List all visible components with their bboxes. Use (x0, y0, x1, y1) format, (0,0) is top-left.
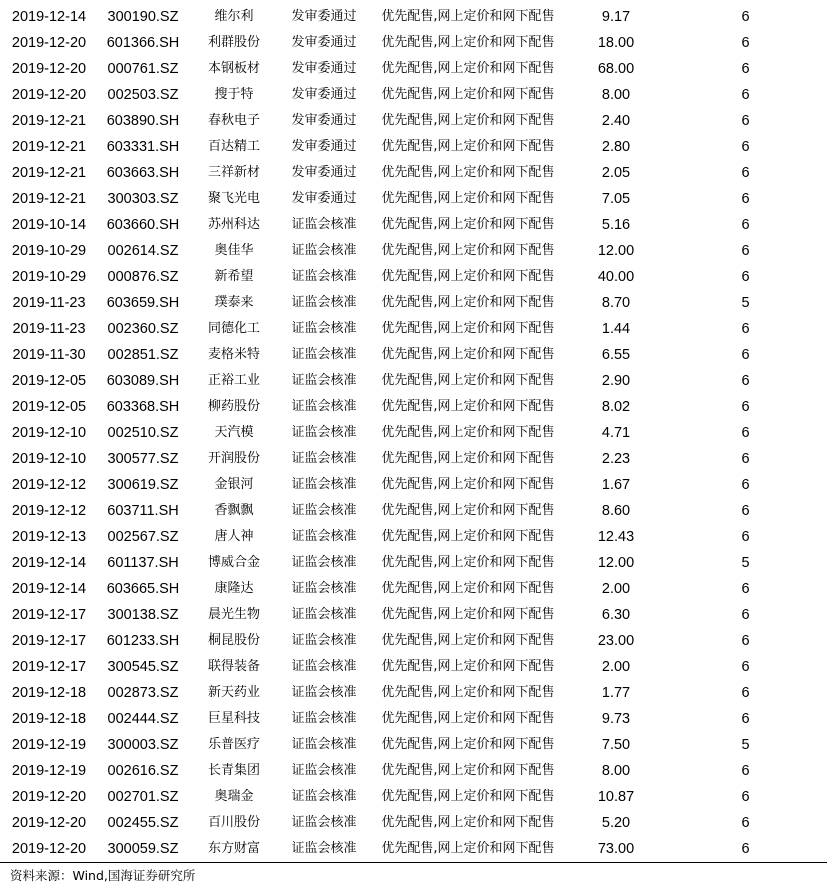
cell-approval-status: 证监会核准 (291, 789, 357, 804)
cell-issue-amount: 2.00 (601, 581, 631, 597)
cell-term: 6 (741, 711, 750, 727)
cell-issue-amount: 8.00 (601, 87, 631, 103)
table-row (0, 758, 827, 784)
table-row (0, 602, 827, 628)
cell-approval-status: 证监会核准 (291, 815, 357, 830)
cell-term: 6 (741, 581, 750, 597)
cell-issue-method: 优先配售,网上定价和网下配售 (381, 61, 555, 76)
cell-issue-method: 优先配售,网上定价和网下配售 (381, 321, 555, 336)
cell-company-name: 本钢板材 (207, 61, 260, 76)
cell-issue-amount: 2.80 (601, 139, 631, 155)
cell-issue-amount: 12.43 (597, 529, 635, 545)
cell-issue-method: 优先配售,网上定价和网下配售 (381, 529, 555, 544)
cell-issue-method: 优先配售,网上定价和网下配售 (381, 633, 555, 648)
table-row (0, 316, 827, 342)
cell-term: 6 (741, 633, 750, 649)
table-row (0, 550, 827, 576)
cell-date: 2019-12-18 (11, 711, 87, 727)
cell-company-name: 三祥新材 (207, 165, 260, 180)
cell-issue-amount: 7.50 (601, 737, 631, 753)
cell-issue-amount: 2.90 (601, 373, 631, 389)
cell-date: 2019-12-14 (11, 9, 87, 25)
cell-company-name: 同德化工 (207, 321, 260, 336)
table-row (0, 524, 827, 550)
cell-term: 6 (741, 451, 750, 467)
cell-approval-status: 证监会核准 (291, 503, 357, 518)
cell-date: 2019-12-10 (11, 451, 87, 467)
cell-issue-amount: 4.71 (601, 425, 631, 441)
cell-company-name: 百川股份 (207, 815, 260, 830)
cell-term: 6 (741, 217, 750, 233)
table-row (0, 394, 827, 420)
cell-issue-method: 优先配售,网上定价和网下配售 (381, 35, 555, 50)
cell-code: 601366.SH (106, 35, 180, 51)
cell-issue-method: 优先配售,网上定价和网下配售 (381, 9, 555, 24)
cell-approval-status: 证监会核准 (291, 581, 357, 596)
cell-approval-status: 发审委通过 (291, 61, 357, 76)
cell-issue-method: 优先配售,网上定价和网下配售 (381, 139, 555, 154)
cell-issue-method: 优先配售,网上定价和网下配售 (381, 581, 555, 596)
cell-code: 002614.SZ (107, 243, 179, 259)
cell-company-name: 柳药股份 (207, 399, 260, 414)
cell-date: 2019-12-20 (0, 836, 98, 863)
cell-date: 2019-11-23 (12, 321, 86, 337)
cell-code: 000761.SZ (107, 61, 179, 77)
cell-code: 300059.SZ (98, 836, 188, 863)
cell-code: 002444.SZ (107, 711, 179, 727)
cell-issue-amount: 9.17 (601, 9, 631, 25)
table-row (0, 472, 827, 498)
cell-code: 603660.SH (106, 217, 180, 233)
cell-issue-method: 优先配售,网上定价和网下配售 (381, 555, 555, 570)
cell-term: 6 (741, 191, 750, 207)
cell-term: 6 (741, 347, 750, 363)
cell-company-name: 搜于特 (214, 87, 254, 102)
table-row (0, 680, 827, 706)
table-body (0, 4, 827, 863)
cell-issue-method: 优先配售,网上定价和网下配售 (381, 217, 555, 232)
cell-term: 5 (741, 737, 750, 753)
cell-issue-amount: 68.00 (597, 61, 635, 77)
table-row (0, 82, 827, 108)
cell-issue-amount: 5.20 (601, 815, 631, 831)
cell-approval-status: 证监会核准 (291, 373, 357, 388)
cell-code: 603659.SH (106, 295, 180, 311)
cell-issue-amount: 18.00 (597, 35, 635, 51)
cell-issue-method: 优先配售,网上定价和网下配售 (381, 191, 555, 206)
cell-company-name: 聚飞光电 (207, 191, 260, 206)
cell-date: 2019-12-21 (11, 191, 87, 207)
cell-issue-amount: 9.73 (601, 711, 631, 727)
cell-issue-amount: 40.00 (597, 269, 635, 285)
cell-date: 2019-12-17 (11, 659, 87, 675)
cell-approval-status: 证监会核准 (291, 711, 357, 726)
cell-company-name: 唐人神 (214, 529, 254, 544)
cell-company-name: 桐昆股份 (207, 633, 260, 648)
table-row (0, 160, 827, 186)
table-row (0, 186, 827, 212)
table-row (0, 732, 827, 758)
cell-company-name: 新天药业 (207, 685, 260, 700)
cell-term: 6 (741, 815, 750, 831)
cell-approval-status: 证监会核准 (291, 451, 357, 466)
cell-issue-method: 优先配售,网上定价和网下配售 (381, 425, 555, 440)
cell-date: 2019-12-12 (11, 477, 87, 493)
cell-term: 6 (741, 61, 750, 77)
cell-code: 603665.SH (106, 581, 180, 597)
cell-code: 002851.SZ (107, 347, 179, 363)
cell-approval-status: 证监会核准 (291, 295, 357, 310)
cell-issue-method: 优先配售,网上定价和网下配售 (381, 607, 555, 622)
cell-approval-status: 证监会核准 (291, 633, 357, 648)
cell-approval-status: 证监会核准 (291, 659, 357, 674)
table-row (0, 628, 827, 654)
cell-code: 300619.SZ (107, 477, 179, 493)
cell-date: 2019-12-20 (11, 87, 87, 103)
cell-approval-status: 证监会核准 (291, 477, 357, 492)
cell-company-name: 长青集团 (207, 763, 260, 778)
cell-company-name: 奥佳华 (214, 243, 254, 258)
cell-date: 2019-10-14 (11, 217, 87, 233)
cell-approval-status: 证监会核准 (291, 243, 357, 258)
cell-approval-status: 发审委通过 (291, 35, 357, 50)
cell-code: 000876.SZ (107, 269, 179, 285)
cell-code: 300577.SZ (107, 451, 179, 467)
table-row (0, 576, 827, 602)
cell-approval-status: 证监会核准 (291, 685, 357, 700)
cell-date: 2019-12-17 (11, 633, 87, 649)
cell-issue-amount: 8.70 (601, 295, 631, 311)
cell-code: 002873.SZ (107, 685, 179, 701)
cell-approval-status: 证监会核准 (291, 763, 357, 778)
cell-approval-status: 证监会核准 (291, 321, 357, 336)
cell-company-name: 康隆达 (214, 581, 254, 596)
cell-issue-method: 优先配售,网上定价和网下配售 (381, 87, 555, 102)
cell-issue-amount: 8.00 (601, 763, 631, 779)
cell-term: 6 (741, 113, 750, 129)
cell-term: 6 (741, 503, 750, 519)
table-row (0, 784, 827, 810)
table-row (0, 498, 827, 524)
table-row (0, 446, 827, 472)
cell-company-name: 璞泰来 (214, 295, 254, 310)
table-row (0, 706, 827, 732)
cell-issue-method: 优先配售,网上定价和网下配售 (381, 295, 555, 310)
cell-code: 300190.SZ (107, 9, 179, 25)
cell-date: 2019-12-20 (11, 35, 87, 51)
table-row (0, 836, 827, 863)
cell-issue-method: 优先配售,网上定价和网下配售 (381, 451, 555, 466)
cell-date: 2019-12-14 (11, 581, 87, 597)
cell-issue-amount: 5.16 (601, 217, 631, 233)
cell-date: 2019-12-19 (11, 737, 87, 753)
cell-company-name: 东方财富 (188, 836, 280, 863)
cell-code: 300138.SZ (107, 607, 179, 623)
cell-issue-amount: 10.87 (597, 789, 635, 805)
cell-company-name: 奥瑞金 (214, 789, 254, 804)
cell-issue-amount: 8.02 (601, 399, 631, 415)
cell-term: 6 (664, 836, 827, 863)
cell-company-name: 天汽模 (214, 425, 254, 440)
cell-date: 2019-12-19 (11, 763, 87, 779)
cell-issue-method: 优先配售,网上定价和网下配售 (381, 711, 555, 726)
cell-date: 2019-12-20 (11, 815, 87, 831)
table-row (0, 56, 827, 82)
cell-approval-status: 证监会核准 (291, 425, 357, 440)
cell-approval-status: 发审委通过 (291, 165, 357, 180)
cell-date: 2019-12-20 (11, 61, 87, 77)
cell-company-name: 百达精工 (207, 139, 260, 154)
cell-issue-amount: 2.00 (601, 659, 631, 675)
cell-issue-amount: 8.60 (601, 503, 631, 519)
cell-company-name: 新希望 (214, 269, 254, 284)
cell-issue-method: 优先配售,网上定价和网下配售 (381, 685, 555, 700)
cell-issue-method: 优先配售,网上定价和网下配售 (381, 373, 555, 388)
cell-date: 2019-12-18 (11, 685, 87, 701)
cell-issue-amount: 73.00 (568, 836, 664, 863)
table-row (0, 264, 827, 290)
cell-code: 603890.SH (106, 113, 180, 129)
cell-issue-method: 优先配售,网上定价和网下配售 (381, 269, 555, 284)
cell-term: 6 (741, 9, 750, 25)
table-row (0, 810, 827, 836)
table-row (0, 654, 827, 680)
cell-code: 002360.SZ (107, 321, 179, 337)
cell-date: 2019-12-21 (11, 113, 87, 129)
cell-term: 6 (741, 373, 750, 389)
cell-term: 6 (741, 477, 750, 493)
cell-issue-amount: 23.00 (597, 633, 635, 649)
cell-term: 6 (741, 685, 750, 701)
cell-approval-status: 发审委通过 (291, 191, 357, 206)
cell-issue-method: 优先配售,网上定价和网下配售 (381, 659, 555, 674)
cell-approval-status: 证监会核准 (280, 836, 368, 863)
cell-term: 6 (741, 659, 750, 675)
source-note: 资料来源：Wind,国海证券研究所 (10, 868, 196, 883)
cell-issue-amount: 2.23 (601, 451, 631, 467)
cell-term: 6 (741, 165, 750, 181)
table-row (0, 420, 827, 446)
cell-term: 6 (741, 425, 750, 441)
table-row (0, 238, 827, 264)
cell-date: 2019-10-29 (11, 243, 87, 259)
cell-company-name: 苏州科达 (207, 217, 260, 232)
cell-code: 002455.SZ (107, 815, 179, 831)
cell-issue-method: 优先配售,网上定价和网下配售 (381, 763, 555, 778)
table-row (0, 134, 827, 160)
cell-code: 601137.SH (107, 555, 179, 571)
cell-issue-amount: 7.05 (601, 191, 631, 207)
cell-date: 2019-12-20 (11, 789, 87, 805)
cell-issue-method: 优先配售,网上定价和网下配售 (381, 737, 555, 752)
cell-term: 6 (741, 35, 750, 51)
cell-issue-method: 优先配售,网上定价和网下配售 (381, 477, 555, 492)
cell-code: 601233.SH (106, 633, 180, 649)
cell-issue-method: 优先配售,网上定价和网下配售 (381, 815, 555, 830)
cell-term: 6 (741, 87, 750, 103)
table-row (0, 368, 827, 394)
cell-date: 2019-12-13 (11, 529, 87, 545)
cell-approval-status: 证监会核准 (291, 269, 357, 284)
cell-company-name: 香飘飘 (214, 503, 254, 518)
cell-approval-status: 证监会核准 (291, 555, 357, 570)
cell-term: 6 (741, 269, 750, 285)
cell-date: 2019-12-05 (11, 399, 87, 415)
cell-company-name: 维尔利 (214, 9, 254, 24)
cell-issue-amount: 12.00 (597, 243, 635, 259)
cell-approval-status: 证监会核准 (291, 399, 357, 414)
cell-company-name: 金银河 (214, 477, 254, 492)
cell-date: 2019-11-23 (12, 295, 86, 311)
cell-issue-method: 优先配售,网上定价和网下配售 (381, 113, 555, 128)
cell-term: 6 (741, 399, 750, 415)
cell-code: 002616.SZ (107, 763, 179, 779)
table-row (0, 108, 827, 134)
cell-approval-status: 发审委通过 (291, 139, 357, 154)
cell-approval-status: 证监会核准 (291, 737, 357, 752)
table-row (0, 342, 827, 368)
cell-term: 6 (741, 321, 750, 337)
cell-date: 2019-12-21 (11, 139, 87, 155)
cell-approval-status: 证监会核准 (291, 529, 357, 544)
cell-term: 6 (741, 139, 750, 155)
bond-issuance-table-container (0, 4, 827, 863)
cell-date: 2019-11-30 (12, 347, 86, 363)
cell-term: 6 (741, 529, 750, 545)
cell-issue-method: 优先配售,网上定价和网下配售 (381, 243, 555, 258)
cell-company-name: 春秋电子 (207, 113, 260, 128)
bond-issuance-table (0, 4, 827, 863)
cell-term: 5 (741, 295, 750, 311)
cell-code: 002567.SZ (107, 529, 179, 545)
cell-approval-status: 证监会核准 (291, 217, 357, 232)
cell-approval-status: 发审委通过 (291, 87, 357, 102)
cell-code: 002510.SZ (107, 425, 179, 441)
cell-date: 2019-12-21 (11, 165, 87, 181)
cell-code: 603089.SH (106, 373, 180, 389)
cell-code: 603663.SH (106, 165, 180, 181)
cell-code: 300303.SZ (107, 191, 179, 207)
cell-issue-method: 优先配售,网上定价和网下配售 (381, 165, 555, 180)
table-row (0, 30, 827, 56)
cell-issue-amount: 6.55 (601, 347, 631, 363)
cell-term: 6 (741, 243, 750, 259)
cell-company-name: 正裕工业 (207, 373, 260, 388)
cell-approval-status: 证监会核准 (291, 607, 357, 622)
table-row (0, 212, 827, 238)
cell-company-name: 巨星科技 (207, 711, 260, 726)
cell-term: 5 (741, 555, 750, 571)
cell-issue-method: 优先配售,网上定价和网下配售 (381, 347, 555, 362)
cell-issue-amount: 12.00 (597, 555, 635, 571)
cell-term: 6 (741, 607, 750, 623)
cell-code: 300545.SZ (107, 659, 179, 675)
cell-code: 603368.SH (106, 399, 180, 415)
cell-date: 2019-12-12 (11, 503, 87, 519)
cell-date: 2019-12-17 (11, 607, 87, 623)
cell-code: 300003.SZ (107, 737, 179, 753)
cell-code: 603711.SH (107, 503, 179, 519)
cell-date: 2019-12-14 (11, 555, 87, 571)
table-row (0, 4, 827, 30)
cell-approval-status: 证监会核准 (291, 347, 357, 362)
cell-approval-status: 发审委通过 (291, 113, 357, 128)
cell-company-name: 晨光生物 (207, 607, 260, 622)
cell-code: 002701.SZ (107, 789, 179, 805)
cell-approval-status: 发审委通过 (291, 9, 357, 24)
cell-code: 002503.SZ (107, 87, 179, 103)
cell-date: 2019-12-05 (11, 373, 87, 389)
cell-company-name: 博威合金 (207, 555, 260, 570)
cell-company-name: 利群股份 (207, 35, 260, 50)
cell-issue-amount: 2.05 (601, 165, 631, 181)
cell-issue-method: 优先配售,网上定价和网下配售 (368, 836, 568, 863)
cell-company-name: 乐普医疗 (207, 737, 260, 752)
cell-company-name: 联得装备 (207, 659, 260, 674)
cell-issue-method: 优先配售,网上定价和网下配售 (381, 503, 555, 518)
cell-issue-amount: 6.30 (601, 607, 631, 623)
cell-term: 6 (741, 763, 750, 779)
cell-company-name: 麦格米特 (207, 347, 260, 362)
cell-code: 603331.SH (106, 139, 180, 155)
cell-date: 2019-10-29 (11, 269, 87, 285)
cell-issue-amount: 2.40 (601, 113, 631, 129)
cell-issue-amount: 1.67 (601, 477, 631, 493)
cell-issue-amount: 1.44 (601, 321, 631, 337)
cell-issue-amount: 1.77 (601, 685, 631, 701)
cell-date: 2019-12-10 (11, 425, 87, 441)
cell-issue-method: 优先配售,网上定价和网下配售 (381, 399, 555, 414)
table-row (0, 290, 827, 316)
cell-issue-method: 优先配售,网上定价和网下配售 (381, 789, 555, 804)
cell-company-name: 开润股份 (207, 451, 260, 466)
cell-term: 6 (741, 789, 750, 805)
